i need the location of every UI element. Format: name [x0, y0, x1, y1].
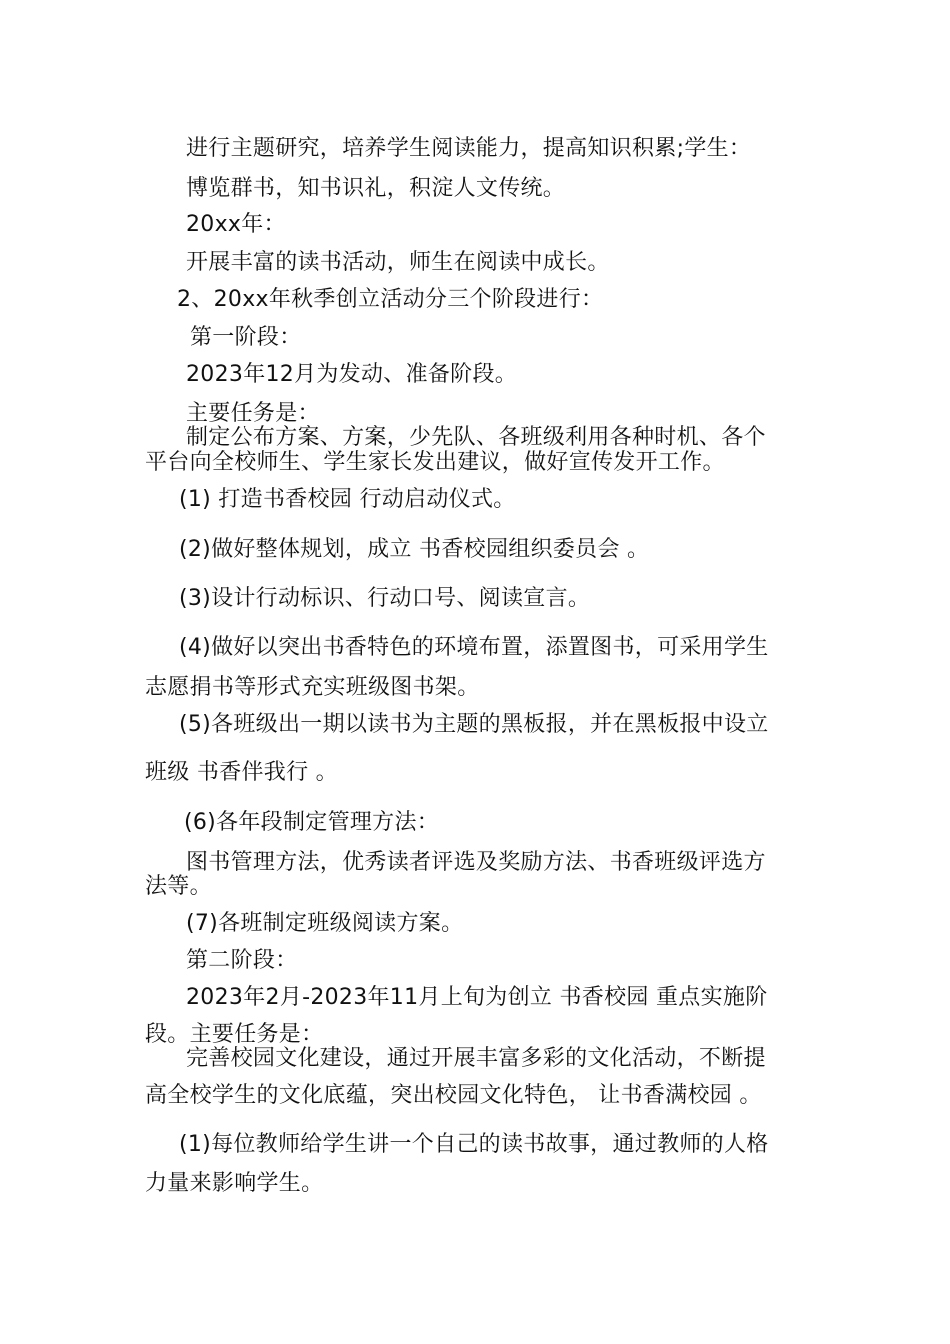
text-line: 班级 书香伴我行 。: [145, 760, 338, 785]
text-line: 2023年2月-2023年11月上旬为创立 书香校园 重点实施阶: [186, 985, 768, 1010]
text-line: 2023年12月为发动、准备阶段。: [186, 362, 518, 387]
text-line: 法等。: [145, 874, 212, 899]
text-line: 志愿捐书等形式充实班级图书架。: [145, 675, 480, 700]
text-line: 博览群书，知书识礼，积淀人文传统。: [186, 176, 566, 201]
text-line: 第一阶段：: [190, 325, 302, 350]
text-line: (2)做好整体规划，成立 书香校园组织委员会 。: [179, 537, 650, 562]
text-line: 力量来影响学生。: [145, 1171, 324, 1196]
text-line: 图书管理方法，优秀读者评选及奖励方法、书香班级评选方: [186, 850, 766, 875]
text-line: (7)各班制定班级阅读方案。: [186, 911, 464, 936]
text-line: (4)做好以突出书香特色的环境布置，添置图书，可采用学生: [179, 635, 769, 660]
text-line: (6)各年段制定管理方法：: [184, 810, 440, 835]
text-line: 平台向全校师生、学生家长发出建议，做好宣传发开工作。: [145, 450, 725, 475]
text-line: 高全校学生的文化底蕴，突出校园文化特色， 让书香满校园 。: [145, 1083, 762, 1108]
text-line: 制定公布方案、方案，少先队、各班级利用各种时机、各个: [186, 425, 766, 450]
text-line: 主要任务是：: [186, 401, 320, 426]
text-line: (3)设计行动标识、行动口号、阅读宣言。: [179, 586, 591, 611]
text-line: (5)各班级出一期以读书为主题的黑板报，并在黑板报中设立: [179, 712, 769, 737]
text-line: 开展丰富的读书活动，师生在阅读中成长。: [186, 250, 610, 275]
text-line: 进行主题研究，培养学生阅读能力，提高知识积累;学生：: [186, 136, 752, 161]
text-line: (1) 打造书香校园 行动启动仪式。: [179, 487, 516, 512]
text-line: 20xx年：: [186, 212, 286, 237]
text-line: (1)每位教师给学生讲一个自己的读书故事，通过教师的人格: [179, 1132, 769, 1157]
text-line: 段。主要任务是：: [145, 1022, 324, 1047]
text-line: 第二阶段：: [186, 948, 298, 973]
text-line: 完善校园文化建设，通过开展丰富多彩的文化活动，不断提: [186, 1046, 766, 1071]
text-line: 2、20xx年秋季创立活动分三个阶段进行：: [177, 287, 604, 312]
